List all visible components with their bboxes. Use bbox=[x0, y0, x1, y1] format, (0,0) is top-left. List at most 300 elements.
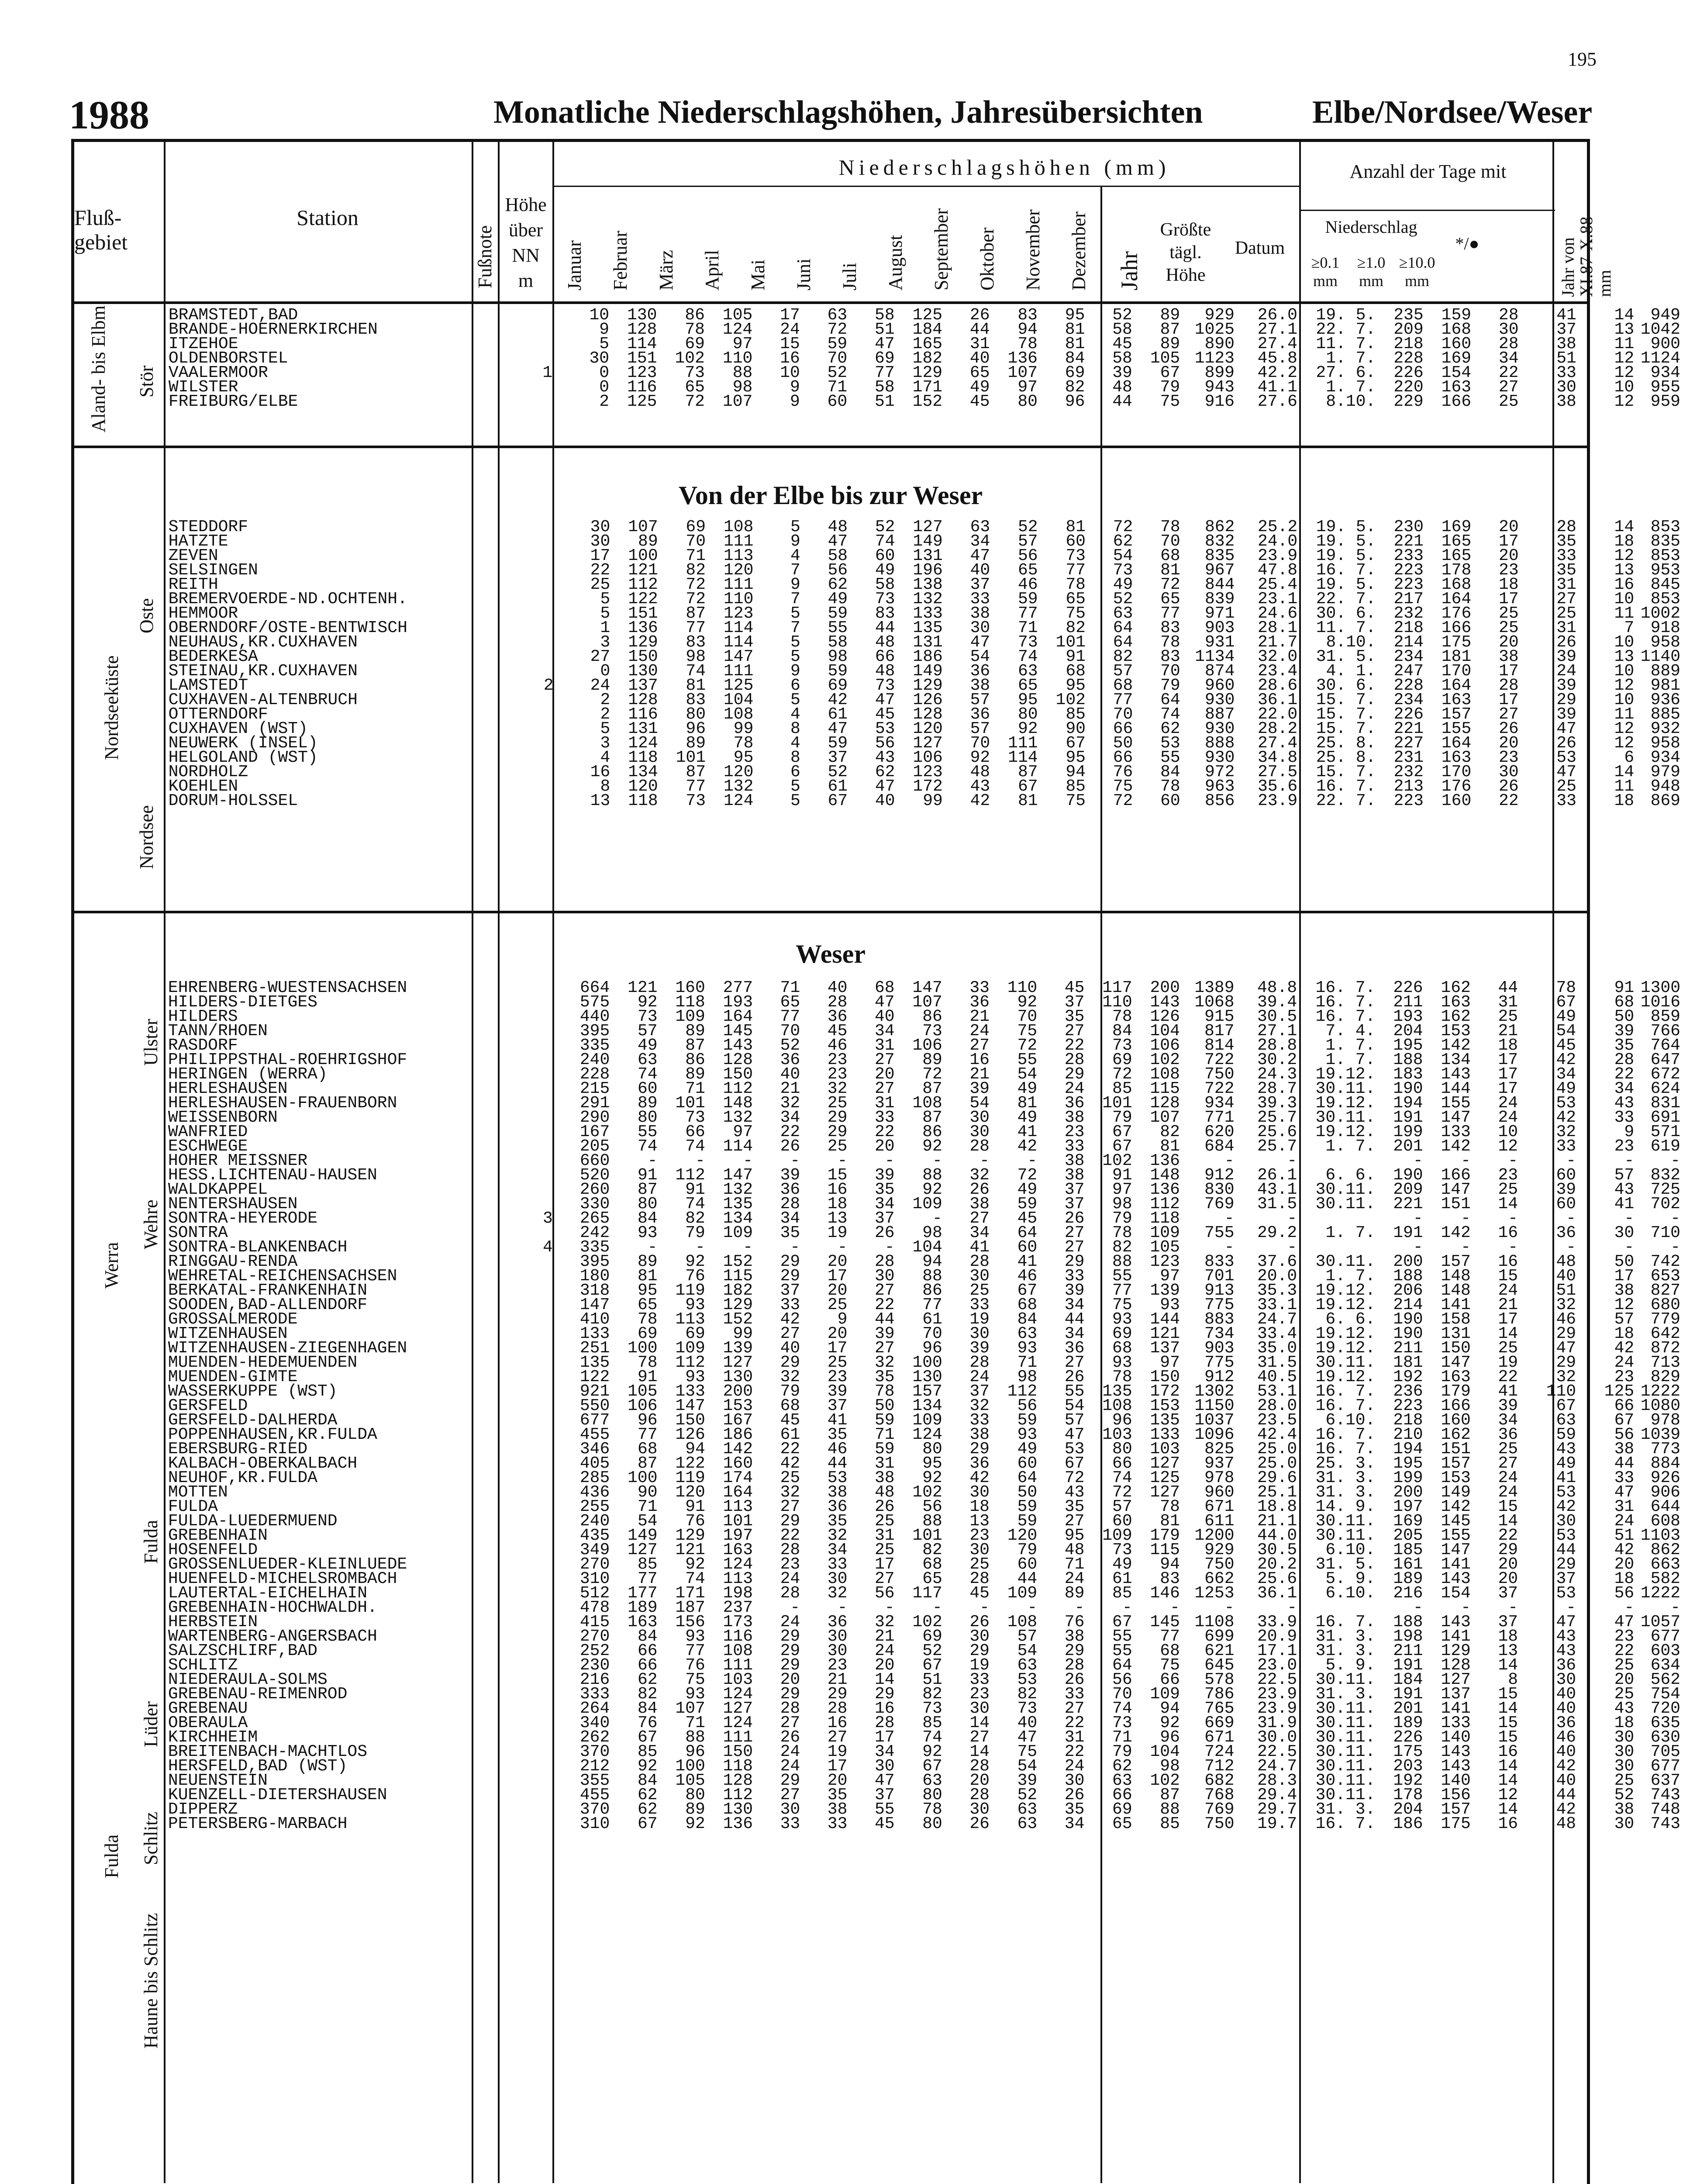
cell-jahr-xi-x: 766 bbox=[1650, 1022, 1680, 1040]
cell-days-10: 164 bbox=[1441, 590, 1472, 608]
cell-jahr-xi-x: 630 bbox=[1650, 1728, 1680, 1747]
cell-max-daily: 29.7 bbox=[1257, 1800, 1297, 1819]
cell-jan: 93 bbox=[637, 1223, 658, 1242]
cell-okt: 67 bbox=[1064, 1454, 1085, 1473]
cell-sep: 74 bbox=[1017, 647, 1038, 666]
cell-jun: 60 bbox=[875, 546, 895, 565]
cell-days-01: 199 bbox=[1393, 1469, 1423, 1487]
group-cell bbox=[71, 1485, 159, 1500]
cell-days-01: 228 bbox=[1393, 676, 1424, 695]
cell-jahr: 960 bbox=[1204, 676, 1235, 695]
cell-days-100: 30 bbox=[1499, 763, 1519, 781]
cell-hoehe: 228 bbox=[579, 1065, 610, 1084]
cell-okt: 75 bbox=[1066, 791, 1086, 810]
cell-dez: 136 bbox=[1150, 1151, 1180, 1170]
cell-feb: 187 bbox=[675, 1598, 705, 1617]
cell-days-01: 186 bbox=[1393, 1814, 1423, 1833]
cell-dez: 77 bbox=[1160, 604, 1180, 623]
cell-days-snow: 54 bbox=[1556, 1022, 1576, 1040]
cell-mai: 32 bbox=[827, 1526, 848, 1545]
cell-jahr: - bbox=[1224, 1151, 1235, 1170]
cell-hoehe: 410 bbox=[579, 1310, 610, 1329]
cell-jun: 59 bbox=[874, 1411, 895, 1430]
cell-days-snow: 26 bbox=[1556, 734, 1576, 753]
cell-mar: 164 bbox=[723, 1483, 753, 1502]
cell-days-snowcover: 10 bbox=[1614, 662, 1635, 681]
cell-sep: 39 bbox=[1017, 1771, 1038, 1790]
col-header-niederschlag: Niederschlag bbox=[1325, 217, 1417, 237]
cell-datum: 19.12. bbox=[1315, 1324, 1376, 1343]
group-cell bbox=[71, 577, 160, 592]
cell-jul: 134 bbox=[912, 1396, 942, 1415]
cell-jahr: 775 bbox=[1204, 1353, 1235, 1372]
cell-jahr: 929 bbox=[1204, 1541, 1235, 1559]
cell-hoehe: 17 bbox=[590, 546, 610, 565]
cell-jul: - bbox=[932, 1151, 942, 1170]
cell-mai: 53 bbox=[827, 1469, 848, 1487]
cell-jul: 133 bbox=[913, 604, 943, 623]
cell-days-100: 14 bbox=[1498, 1771, 1518, 1790]
cell-jahr-xi-x: 918 bbox=[1650, 619, 1680, 637]
cell-jul: 127 bbox=[913, 518, 943, 536]
cell-jan: 71 bbox=[637, 1497, 658, 1516]
cell-max-daily: 29.6 bbox=[1257, 1469, 1297, 1487]
cell-days-snow: 36 bbox=[1556, 1223, 1576, 1242]
cell-hoehe: 660 bbox=[579, 1151, 610, 1170]
cell-jan: 122 bbox=[628, 590, 658, 608]
cell-hoehe: 355 bbox=[579, 1771, 610, 1790]
cell-days-01: 190 bbox=[1393, 1324, 1423, 1343]
cell-feb: 101 bbox=[675, 1094, 705, 1113]
cell-nov: 69 bbox=[1112, 1324, 1132, 1343]
cell-station-name: ESCHWEGE bbox=[168, 1137, 248, 1156]
cell-nov: 79 bbox=[1112, 1108, 1132, 1127]
cell-days-100: 16 bbox=[1498, 1742, 1518, 1761]
cell-jan: 127 bbox=[628, 1541, 658, 1559]
cell-station-name: WASSERKUPPE (WST) bbox=[168, 1382, 338, 1401]
cell-aug: 40 bbox=[970, 561, 990, 580]
cell-days-100: 26 bbox=[1499, 719, 1519, 738]
cell-days-100: 12 bbox=[1498, 1137, 1518, 1156]
cell-nov: 93 bbox=[1112, 1310, 1132, 1329]
cell-days-100: 23 bbox=[1499, 748, 1519, 767]
cell-station-name: OBERAULA bbox=[168, 1714, 248, 1732]
group-cell bbox=[71, 1572, 159, 1586]
cell-nov: 98 bbox=[1112, 1195, 1132, 1213]
cell-days-10: 175 bbox=[1441, 1814, 1471, 1833]
cell-apr: 10 bbox=[780, 363, 800, 382]
cell-jun: 51 bbox=[875, 392, 895, 411]
cell-days-snowcover: 13 bbox=[1614, 647, 1635, 666]
cell-feb: 71 bbox=[686, 546, 706, 565]
cell-aug: 43 bbox=[970, 777, 990, 796]
cell-okt: 33 bbox=[1064, 1267, 1085, 1286]
cell-aug: 48 bbox=[970, 763, 990, 781]
cell-mar: 186 bbox=[723, 1425, 753, 1444]
cell-jun: 27 bbox=[874, 1079, 895, 1098]
cell-days-100: - bbox=[1508, 1151, 1518, 1170]
cell-days-snow: 26 bbox=[1556, 633, 1576, 652]
cell-jun: 31 bbox=[874, 1094, 895, 1113]
cell-days-01: - bbox=[1413, 1238, 1423, 1257]
cell-jul: 135 bbox=[913, 619, 943, 637]
cell-jahr: 1096 bbox=[1194, 1425, 1235, 1444]
cell-jahr: 903 bbox=[1204, 1339, 1235, 1358]
cell-sep: 60 bbox=[1017, 1238, 1038, 1257]
cell-jahr: 862 bbox=[1204, 518, 1235, 536]
cell-jul: 67 bbox=[922, 1656, 942, 1675]
cell-days-01: 218 bbox=[1393, 619, 1424, 637]
cell-max-daily: 43.1 bbox=[1257, 1180, 1297, 1199]
cell-datum: 27. 6. bbox=[1316, 363, 1376, 382]
cell-jahr: - bbox=[1224, 1209, 1235, 1228]
cell-okt: 90 bbox=[1066, 719, 1086, 738]
cell-nov: 63 bbox=[1113, 604, 1133, 623]
cell-apr: - bbox=[790, 1598, 800, 1617]
cell-aug: 54 bbox=[970, 647, 990, 666]
cell-nov: 74 bbox=[1112, 1699, 1132, 1718]
cell-jul: 86 bbox=[922, 1281, 942, 1300]
cell-fussnote bbox=[533, 1442, 563, 1456]
cell-jul: 171 bbox=[912, 378, 943, 397]
cell-datum: 1. 7. bbox=[1326, 349, 1376, 368]
col-header-anzahl: Anzahl der Tage mit bbox=[1349, 161, 1507, 182]
cell-jan: 73 bbox=[637, 1007, 658, 1026]
cell-max-daily: 41.1 bbox=[1257, 378, 1297, 397]
cell-mar: 124 bbox=[723, 791, 754, 810]
group-cell bbox=[71, 1745, 159, 1759]
cell-days-snow: 29 bbox=[1556, 691, 1576, 709]
cell-mai: 27 bbox=[827, 1728, 848, 1747]
station-table-elbe bbox=[71, 308, 1683, 409]
cell-days-10: 155 bbox=[1441, 1094, 1471, 1113]
group-cell bbox=[71, 736, 160, 750]
cell-aug: 13 bbox=[969, 1512, 990, 1531]
cell-nov: 84 bbox=[1112, 1022, 1132, 1040]
cell-days-snow: 25 bbox=[1556, 777, 1576, 796]
cell-okt: 95 bbox=[1065, 306, 1085, 325]
cell-days-10: 163 bbox=[1441, 748, 1472, 767]
cell-jul: 96 bbox=[922, 1339, 942, 1358]
cell-jahr: 769 bbox=[1204, 1800, 1235, 1819]
group-cell bbox=[71, 308, 160, 322]
cell-days-100: 20 bbox=[1498, 1569, 1518, 1588]
cell-jahr: 844 bbox=[1204, 575, 1235, 594]
cell-days-snowcover: 91 bbox=[1614, 978, 1635, 997]
cell-days-100: 37 bbox=[1498, 1584, 1518, 1603]
group-cell bbox=[71, 1327, 159, 1341]
cell-jun: 40 bbox=[874, 1007, 895, 1026]
cell-jun: 27 bbox=[874, 1051, 895, 1069]
cell-days-01: 191 bbox=[1393, 1685, 1423, 1704]
cell-days-10: 162 bbox=[1441, 1425, 1471, 1444]
cell-max-daily: 32.0 bbox=[1258, 647, 1298, 666]
cell-apr: 5 bbox=[790, 691, 800, 709]
cell-jun: 27 bbox=[874, 1281, 895, 1300]
cell-okt: 101 bbox=[1055, 633, 1086, 652]
cell-jan: 130 bbox=[628, 662, 658, 681]
cell-days-100: 10 bbox=[1498, 1123, 1518, 1141]
cell-sep: 83 bbox=[1017, 306, 1038, 325]
cell-jan: 134 bbox=[628, 763, 658, 781]
cell-sep: 60 bbox=[1017, 1555, 1038, 1574]
cell-days-snow: 42 bbox=[1556, 1497, 1576, 1516]
cell-max-daily: 25.7 bbox=[1257, 1137, 1297, 1156]
cell-days-10: 150 bbox=[1441, 1339, 1471, 1358]
cell-jahr: 930 bbox=[1204, 719, 1235, 738]
cell-feb: 89 bbox=[686, 734, 706, 753]
group-cell bbox=[71, 1009, 159, 1024]
cell-days-snowcover: 18 bbox=[1614, 1569, 1635, 1588]
cell-jahr-xi-x: 1002 bbox=[1640, 604, 1680, 623]
cell-aug: 30 bbox=[969, 1699, 990, 1718]
cell-jahr-xi-x: 979 bbox=[1650, 763, 1680, 781]
cell-days-snow: 36 bbox=[1556, 1656, 1576, 1675]
cell-mai: 32 bbox=[827, 1079, 848, 1098]
cell-hoehe: 0 bbox=[599, 378, 610, 397]
cell-nov: 66 bbox=[1112, 1454, 1132, 1473]
cell-days-snow: 110 bbox=[1546, 1382, 1576, 1401]
cell-apr: 29 bbox=[780, 1353, 800, 1372]
cell-mai: 25 bbox=[827, 1296, 848, 1314]
cell-okt: 38 bbox=[1064, 1108, 1085, 1127]
cell-hoehe: 436 bbox=[579, 1483, 610, 1502]
cell-aug: 39 bbox=[969, 1079, 990, 1098]
cell-hoehe: 22 bbox=[590, 561, 610, 580]
cell-station-name: HERSFELD,BAD (WST) bbox=[168, 1757, 348, 1776]
cell-days-snow: 46 bbox=[1556, 1728, 1576, 1747]
cell-dez: 97 bbox=[1160, 1267, 1180, 1286]
cell-jan: 92 bbox=[637, 993, 658, 1012]
cell-mar: 153 bbox=[723, 1396, 753, 1415]
cell-mar: 95 bbox=[733, 748, 754, 767]
cell-days-100: 16 bbox=[1498, 1814, 1518, 1833]
cell-jahr-xi-x: 1300 bbox=[1640, 978, 1680, 997]
cell-days-100: 24 bbox=[1498, 1108, 1518, 1127]
cell-jul: 73 bbox=[922, 1022, 942, 1040]
cell-days-01: 235 bbox=[1393, 306, 1424, 325]
cell-sep: 49 bbox=[1017, 1440, 1038, 1458]
cell-apr: 29 bbox=[780, 1627, 800, 1646]
cell-jan: 87 bbox=[637, 1180, 658, 1199]
cell-jahr: 1068 bbox=[1194, 993, 1235, 1012]
cell-jun: 26 bbox=[874, 1223, 895, 1242]
cell-nov: 96 bbox=[1112, 1411, 1132, 1430]
cell-fussnote bbox=[533, 1788, 563, 1802]
cell-feb: 92 bbox=[685, 1252, 705, 1271]
cell-days-100: 20 bbox=[1499, 518, 1519, 536]
cell-jul: 101 bbox=[912, 1526, 942, 1545]
cell-station-name: HILDERS-DIETGES bbox=[168, 993, 317, 1012]
cell-days-snow: 30 bbox=[1556, 1670, 1576, 1689]
cell-dez: 66 bbox=[1160, 1670, 1180, 1689]
cell-jul: 89 bbox=[922, 1051, 942, 1069]
cell-hoehe: 27 bbox=[590, 647, 610, 666]
cell-days-10: 155 bbox=[1441, 1526, 1471, 1545]
cell-days-snowcover: 43 bbox=[1614, 1094, 1635, 1113]
cell-days-10: 158 bbox=[1441, 1310, 1471, 1329]
cell-fussnote: 2 bbox=[543, 676, 554, 695]
cell-mai: 47 bbox=[828, 719, 848, 738]
cell-datum: 1. 7. bbox=[1326, 378, 1376, 397]
cell-days-snow: 67 bbox=[1556, 1396, 1576, 1415]
group-cell bbox=[71, 750, 160, 765]
cell-jun: 69 bbox=[875, 349, 895, 368]
cell-days-01: 203 bbox=[1393, 1757, 1423, 1776]
cell-jahr: 775 bbox=[1204, 1296, 1235, 1314]
cell-days-snow: 53 bbox=[1556, 1584, 1576, 1603]
cell-feb: 72 bbox=[686, 575, 706, 594]
cell-jahr: 856 bbox=[1204, 791, 1235, 810]
cell-jahr-xi-x: 936 bbox=[1650, 691, 1680, 709]
cell-mar: 114 bbox=[723, 1137, 753, 1156]
cell-dez: 94 bbox=[1160, 1699, 1180, 1718]
cell-okt: 69 bbox=[1065, 363, 1085, 382]
cell-apr: 24 bbox=[780, 1613, 800, 1631]
cell-days-snowcover: 18 bbox=[1614, 1324, 1635, 1343]
cell-jun: 47 bbox=[874, 993, 895, 1012]
cell-feb: 77 bbox=[686, 777, 706, 796]
cell-days-snowcover: 17 bbox=[1614, 1267, 1635, 1286]
cell-dez: 137 bbox=[1150, 1339, 1180, 1358]
cell-mar: 136 bbox=[723, 1814, 753, 1833]
cell-nov: 55 bbox=[1112, 1627, 1132, 1646]
cell-feb: 77 bbox=[685, 1641, 705, 1660]
cell-days-100: 16 bbox=[1498, 1223, 1518, 1242]
cell-days-01: 189 bbox=[1393, 1714, 1423, 1732]
cell-dez: 65 bbox=[1160, 590, 1180, 608]
cell-jun: 35 bbox=[874, 1368, 895, 1386]
cell-jahr: 839 bbox=[1204, 590, 1235, 608]
cell-dez: 78 bbox=[1160, 777, 1180, 796]
cell-sep: 47 bbox=[1017, 1728, 1038, 1747]
cell-feb: 71 bbox=[685, 1714, 705, 1732]
cell-days-100: 15 bbox=[1498, 1267, 1518, 1286]
cell-dez: 68 bbox=[1160, 1641, 1180, 1660]
cell-okt: 67 bbox=[1066, 734, 1086, 753]
cell-jan: 49 bbox=[637, 1036, 658, 1055]
cell-mar: 123 bbox=[723, 604, 754, 623]
cell-jun: 48 bbox=[875, 662, 895, 681]
cell-days-snowcover: 9 bbox=[1624, 1123, 1635, 1141]
group-cell bbox=[71, 1716, 159, 1730]
cell-fussnote bbox=[534, 765, 563, 779]
cell-max-daily: 22.5 bbox=[1257, 1742, 1297, 1761]
cell-station-name: HESS.LICHTENAU-HAUSEN bbox=[168, 1166, 377, 1185]
cell-feb: 76 bbox=[685, 1512, 705, 1531]
cell-datum: 30.11. bbox=[1315, 1699, 1376, 1718]
cell-days-snow: 29 bbox=[1556, 1353, 1576, 1372]
cell-jan: 87 bbox=[637, 1454, 658, 1473]
cell-apr: 7 bbox=[790, 561, 800, 580]
cell-datum: 30.11. bbox=[1315, 1757, 1376, 1776]
cell-days-snow: 35 bbox=[1556, 561, 1576, 580]
cell-days-100: 27 bbox=[1498, 1454, 1518, 1473]
cell-jahr-xi-x: 677 bbox=[1650, 1757, 1680, 1776]
cell-feb: 87 bbox=[686, 763, 706, 781]
cell-days-snow: 59 bbox=[1556, 1425, 1576, 1444]
cell-apr: 36 bbox=[780, 1051, 800, 1069]
cell-jan: 189 bbox=[628, 1598, 658, 1617]
cell-okt: 72 bbox=[1064, 1469, 1085, 1487]
cell-days-100: 29 bbox=[1498, 1541, 1518, 1559]
cell-jahr: 832 bbox=[1204, 532, 1235, 551]
cell-jahr-xi-x: 978 bbox=[1650, 1411, 1680, 1430]
cell-mar: 99 bbox=[733, 719, 754, 738]
cell-days-snowcover: 30 bbox=[1614, 1742, 1635, 1761]
cell-okt: 60 bbox=[1066, 532, 1086, 551]
cell-mai: 19 bbox=[827, 1742, 848, 1761]
cell-fussnote bbox=[533, 1269, 563, 1283]
cell-jan: 80 bbox=[637, 1195, 658, 1213]
cell-jahr-xi-x: 862 bbox=[1650, 1541, 1680, 1559]
cell-apr: 7 bbox=[790, 619, 800, 637]
cell-aug: 44 bbox=[969, 320, 990, 339]
cell-days-10: 140 bbox=[1441, 1771, 1471, 1790]
cell-feb: 91 bbox=[685, 1180, 705, 1199]
cell-sep: 49 bbox=[1017, 1108, 1038, 1127]
cell-max-daily: 33.1 bbox=[1257, 1296, 1297, 1314]
table-row bbox=[71, 794, 1683, 808]
cell-days-10: 160 bbox=[1441, 791, 1472, 810]
cell-days-01: 232 bbox=[1393, 604, 1424, 623]
cell-station-name: HOSENFELD bbox=[168, 1541, 258, 1559]
cell-mar: 277 bbox=[723, 978, 753, 997]
cell-nov: 45 bbox=[1112, 335, 1132, 353]
cell-max-daily: 24.7 bbox=[1257, 1757, 1297, 1776]
cell-feb: 150 bbox=[675, 1411, 705, 1430]
cell-sep: 92 bbox=[1017, 719, 1038, 738]
cell-datum: 16. 7. bbox=[1315, 1425, 1376, 1444]
cell-apr: 39 bbox=[780, 1166, 800, 1185]
cell-days-01: 223 bbox=[1393, 575, 1424, 594]
cell-sep: 63 bbox=[1017, 1814, 1038, 1833]
cell-jahr: 682 bbox=[1204, 1771, 1235, 1790]
cell-jul: 124 bbox=[912, 1425, 942, 1444]
cell-jun: 26 bbox=[874, 1497, 895, 1516]
cell-jahr-xi-x: 953 bbox=[1650, 561, 1680, 580]
cell-fussnote: 4 bbox=[543, 1238, 553, 1257]
cell-days-01: 191 bbox=[1393, 1108, 1423, 1127]
cell-okt: 68 bbox=[1066, 662, 1086, 681]
cell-mar: 198 bbox=[723, 1584, 753, 1603]
cell-days-100: 25 bbox=[1498, 1180, 1518, 1199]
cell-jul: 120 bbox=[913, 719, 943, 738]
cell-feb: 87 bbox=[685, 1036, 705, 1055]
cell-apr: 28 bbox=[780, 1195, 800, 1213]
cell-aug: 40 bbox=[969, 349, 990, 368]
cell-jul: 92 bbox=[922, 1180, 942, 1199]
cell-mai: 36 bbox=[827, 1007, 848, 1026]
cell-mar: 152 bbox=[723, 1252, 753, 1271]
cell-datum: 19. 5. bbox=[1316, 575, 1376, 594]
cell-days-10: 131 bbox=[1441, 1324, 1471, 1343]
cell-sep: 45 bbox=[1017, 1209, 1038, 1228]
cell-station-name: SONTRA bbox=[168, 1223, 228, 1242]
cell-days-10: 160 bbox=[1441, 335, 1472, 353]
cell-station-name: WEISSENBORN bbox=[168, 1108, 278, 1127]
cell-aug: 41 bbox=[969, 1238, 990, 1257]
cell-jul: 78 bbox=[922, 1800, 942, 1819]
cell-mar: - bbox=[743, 1151, 753, 1170]
cell-fussnote bbox=[533, 1139, 563, 1154]
cell-jan: 82 bbox=[637, 1685, 658, 1704]
cell-sep: 80 bbox=[1017, 705, 1038, 724]
cell-mar: 98 bbox=[732, 378, 753, 397]
cell-feb: 147 bbox=[675, 1396, 705, 1415]
cell-datum: 31. 5. bbox=[1315, 1555, 1376, 1574]
cell-jahr: 887 bbox=[1204, 705, 1235, 724]
